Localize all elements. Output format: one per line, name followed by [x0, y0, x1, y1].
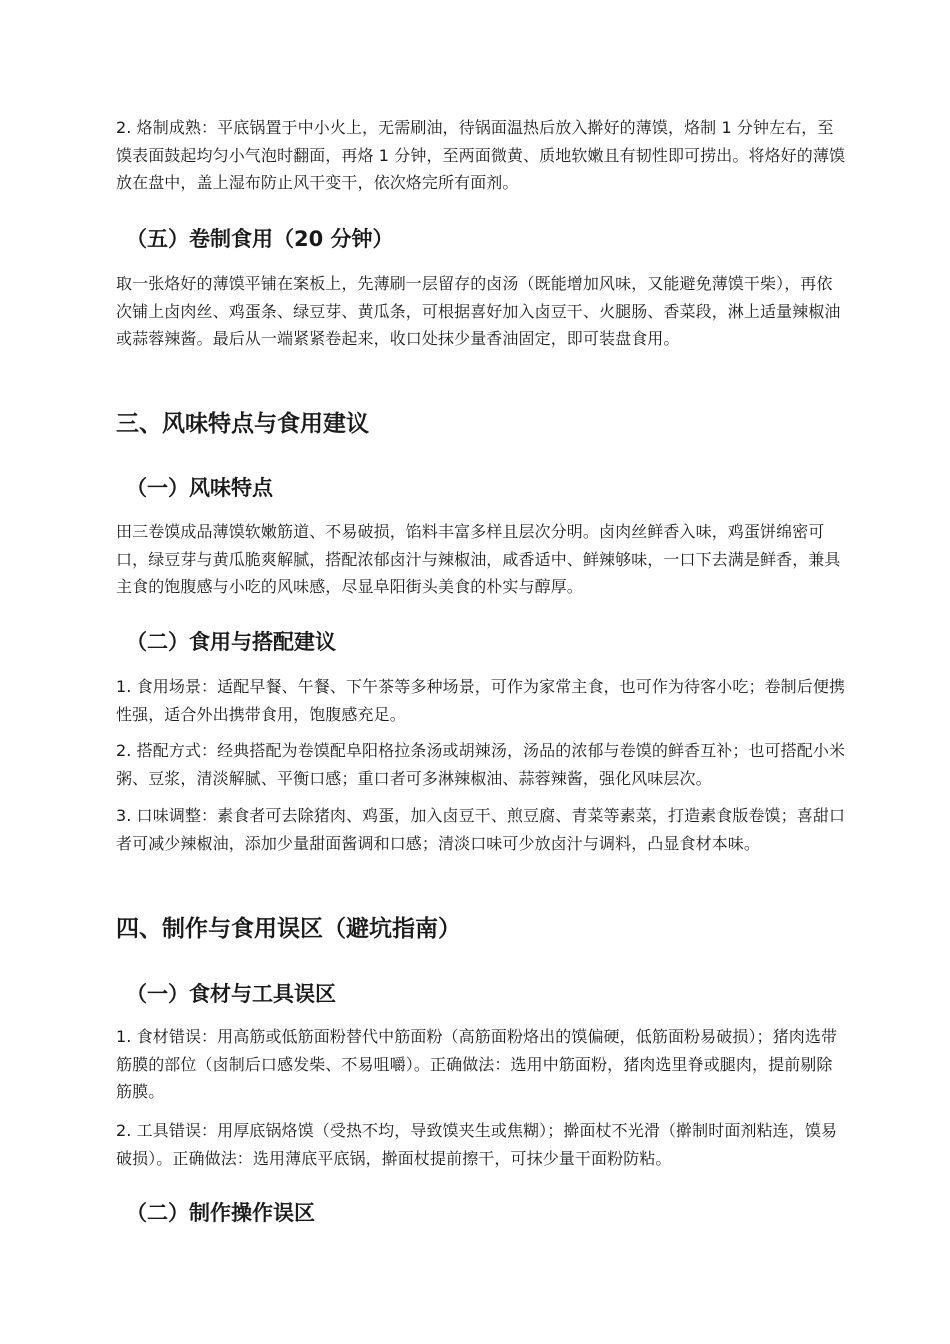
heading-section-4: 四、制作与食用误区（避坑指南）	[116, 916, 461, 942]
heading-flavor: （一）风味特点	[126, 476, 273, 500]
heading-section-3: 三、风味特点与食用建议	[116, 411, 369, 437]
heading-operation-mistakes: （二）制作操作误区	[126, 1201, 315, 1225]
paragraph-flavor: 田三卷馍成品薄馍软嫩筋道、不易破损，馅料丰富多样且层次分明。卤肉丝鲜香入味，鸡蛋饼绵密可口，绿豆芽与黄瓜脆爽解腻，搭配浓郁卤汁与辣椒油，咸香适中、鲜辣够味，一口下去满是鲜香，兼具主食的饱腹感与小吃的风味感，尽显阜阳街头美食的朴实与醇厚。	[116, 522, 841, 596]
paragraph-pairing: 2. 搭配方式：经典搭配为卷馍配阜阳格拉条汤或胡辣汤，汤品的浓郁与卷馍的鲜香互补；也可搭配小米粥、豆浆，清淡解腻、平衡口感；重口者可多淋辣椒油、蒜蓉辣酱，强化风味层次。	[116, 741, 846, 788]
paragraph-tool-mistakes: 2. 工具错误：用厚底锅烙馍（受热不均，导致馍夹生或焦糊）；擀面杖不光滑（擀制时面剂粘连，馍易破损）。正确做法：选用薄底平底锅，擀面杖提前擦干，可抹少量干面粉防粘。	[116, 1121, 838, 1168]
paragraph-ingredient-mistakes: 1. 食材错误：用高筋或低筋面粉替代中筋面粉（高筋面粉烙出的馍偏硬，低筋面粉易破损）；猪肉选带筋膜的部位（卤制后口感发柴、不易咀嚼）。正确做法：选用中筋面粉，猪肉选里脊或腿肉，提前剔除筋膜。	[116, 1027, 838, 1101]
heading-serving-suggestions: （二）食用与搭配建议	[126, 630, 336, 654]
heading-ingredient-tool-mistakes: （一）食材与工具误区	[126, 982, 336, 1006]
paragraph-scenarios: 1. 食用场景：适配早餐、午餐、下午茶等多种场景，可作为家常主食，也可作为待客小吃；卷制后便携性强，适合外出携带食用，饱腹感充足。	[116, 677, 846, 724]
paragraph-roll-and-eat: 取一张烙好的薄馍平铺在案板上，先薄刷一层留存的卤汤（既能增加风味，又能避免薄馍干柴），再依次铺上卤肉丝、鸡蛋条、绿豆芽、黄瓜条，可根据喜好加入卤豆干、火腿肠、香菜段，淋上适量辣椒油或蒜蓉辣酱。最后从一端紧紧卷起来，收口处抹少量香油固定，即可装盘食用。	[116, 274, 841, 348]
paragraph-step-2-bake: 2. 烙制成熟：平底锅置于中小火上，无需刷油，待锅面温热后放入擀好的薄馍，烙制 1 分钟左右，至馍表面鼓起均匀小气泡时翻面，再烙 1 分钟，至两面微黄、质地软嫩且有韧性即可捞出。将烙好的薄馍放在盘中，盖上湿布防止风干变干，依次烙完所有面剂。	[116, 118, 846, 192]
heading-roll-and-eat: （五）卷制食用（20 分钟）	[126, 227, 394, 251]
paragraph-taste-adjust: 3. 口味调整：素食者可去除猪肉、鸡蛋，加入卤豆干、煎豆腐、青菜等素菜，打造素食版卷馍；喜甜口者可减少辣椒油，添加少量甜面酱调和口感；清淡口味可少放卤汁与调料，凸显食材本味。	[116, 806, 846, 853]
